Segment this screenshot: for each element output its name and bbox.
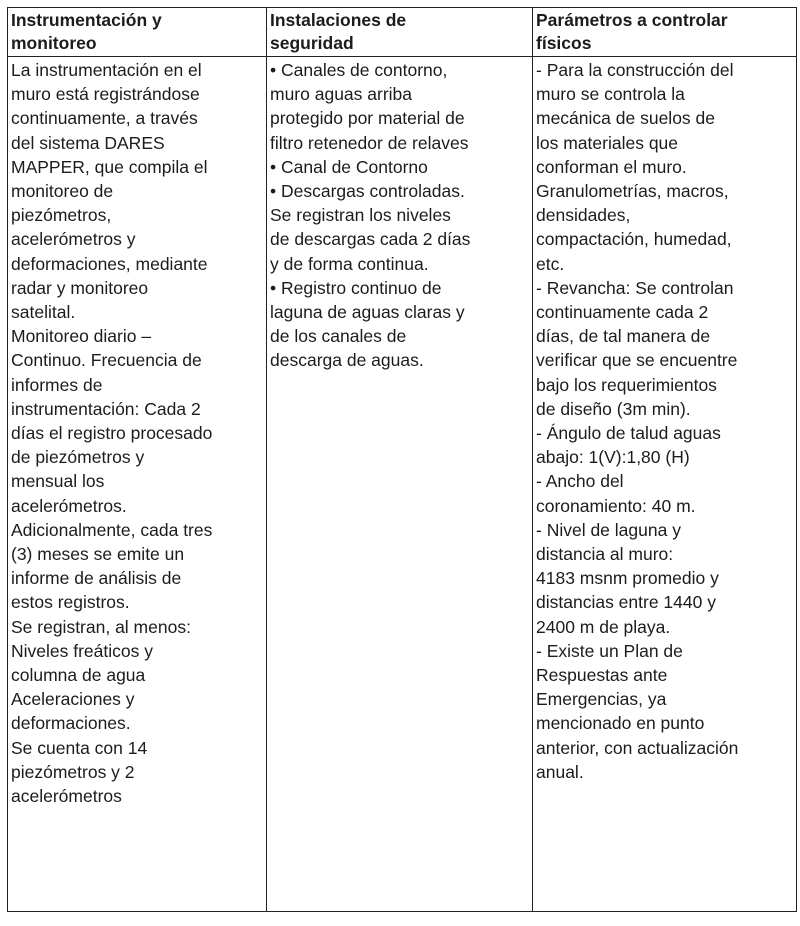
text-line: 4183 msnm promedio y [536,568,719,589]
text-line: mecánica de suelos de [536,108,715,129]
text-line: bajo los requerimientos [536,374,717,395]
text-line: - Revancha: Se controlan [536,277,734,298]
text-line: físicos [536,33,592,53]
text-line: Aceleraciones y [11,689,135,710]
text-line: 2400 m de playa. [536,616,671,637]
text-line: muro aguas arriba [270,84,413,105]
text-line: • Canal de Contorno [270,156,428,177]
text-line: continuamente cada 2 [536,302,709,323]
header-instrumentacion [8,8,267,57]
text-line: de piezómetros y [11,447,145,468]
text-line: Continuo. Frecuencia de [11,350,202,371]
text-line: los materiales que [536,132,679,153]
text-line: distancias entre 1440 y [536,592,716,613]
text-line: Instrumentación y [11,10,162,30]
document-table [7,7,797,912]
text-line: de los canales de [270,326,407,347]
text-line: • Registro continuo de [270,277,442,298]
text-line: monitoreo de [11,181,114,202]
text-line: acelerómetros y [11,229,136,250]
text-line: anterior, con actualización [536,737,739,758]
text-line: satelital. [11,302,76,323]
cell-instrumentacion [8,57,267,912]
text-line: deformaciones. [11,713,131,734]
text-line: MAPPER, que compila el [11,156,208,177]
text-line: acelerómetros. [11,495,127,516]
text-line: Monitoreo diario – [11,326,152,347]
text-line: del sistema DARES [11,132,165,153]
text-line: anual. [536,761,584,782]
text-line: compactación, humedad, [536,229,732,250]
text-line: seguridad [270,33,354,53]
text-line: Se registran, al menos: [11,616,191,637]
text-line: días el registro procesado [11,423,213,444]
text-line: descarga de aguas. [270,350,424,371]
text-line: Parámetros a controlar [536,10,728,30]
text-line: piezómetros, [11,205,112,226]
text-line: La instrumentación en el [11,60,202,80]
text-line: (3) meses se emite un [11,544,185,565]
text-line: Adicionalmente, cada tres [11,519,213,540]
text-line: Se cuenta con 14 [11,737,148,758]
text-line: mensual los [11,471,105,492]
text-line: Granulometrías, macros, [536,181,729,202]
text-line: conforman el muro. [536,156,687,177]
header-instalaciones [267,8,533,57]
text-line: estos registros. [11,592,130,613]
text-line: piezómetros y 2 [11,761,135,782]
cell-parametros [533,57,797,912]
text-line: radar y monitoreo [11,277,149,298]
text-line: etc. [536,253,565,274]
cell-instalaciones [267,57,533,912]
text-line: Emergencias, ya [536,689,667,710]
text-line: - Ángulo de talud aguas [536,423,721,444]
text-line: laguna de aguas claras y [270,302,465,323]
text-line: Instalaciones de [270,10,407,30]
text-line: filtro retenedor de relaves [270,132,469,153]
text-line: deformaciones, mediante [11,253,208,274]
text-line: verificar que se encuentre [536,350,738,371]
text-line: muro está registrándose [11,84,200,105]
text-line: - Ancho del [536,471,624,492]
text-line: instrumentación: Cada 2 [11,398,201,419]
text-line: Niveles freáticos y [11,640,153,661]
text-line: - Para la construcción del [536,60,734,80]
text-line: - Existe un Plan de [536,640,683,661]
text-line: • Canales de contorno, [270,60,448,80]
text-line: muro se controla la [536,84,685,105]
text-line: columna de agua [11,665,146,686]
text-line: mencionado en punto [536,713,705,734]
text-line: continuamente, a través [11,108,198,129]
text-line: de descargas cada 2 días [270,229,471,250]
text-line: acelerómetros [11,786,122,807]
text-line: Respuestas ante [536,665,668,686]
table-row [8,57,797,912]
text-line: - Nivel de laguna y [536,519,681,540]
text-line: y de forma continua. [270,253,429,274]
text-line: coronamiento: 40 m. [536,495,696,516]
table-header-row [8,8,797,57]
text-line: de diseño (3m min). [536,398,691,419]
text-line: informe de análisis de [11,568,182,589]
text-line: densidades, [536,205,631,226]
text-line: abajo: 1(V):1,80 (H) [536,447,690,468]
text-line: • Descargas controladas. [270,181,465,202]
text-line: informes de [11,374,103,395]
text-line: Se registran los niveles [270,205,451,226]
text-line: monitoreo [11,33,97,53]
text-line: protegido por material de [270,108,465,129]
text-line: distancia al muro: [536,544,674,565]
header-parametros [533,8,797,57]
text-line: días, de tal manera de [536,326,711,347]
